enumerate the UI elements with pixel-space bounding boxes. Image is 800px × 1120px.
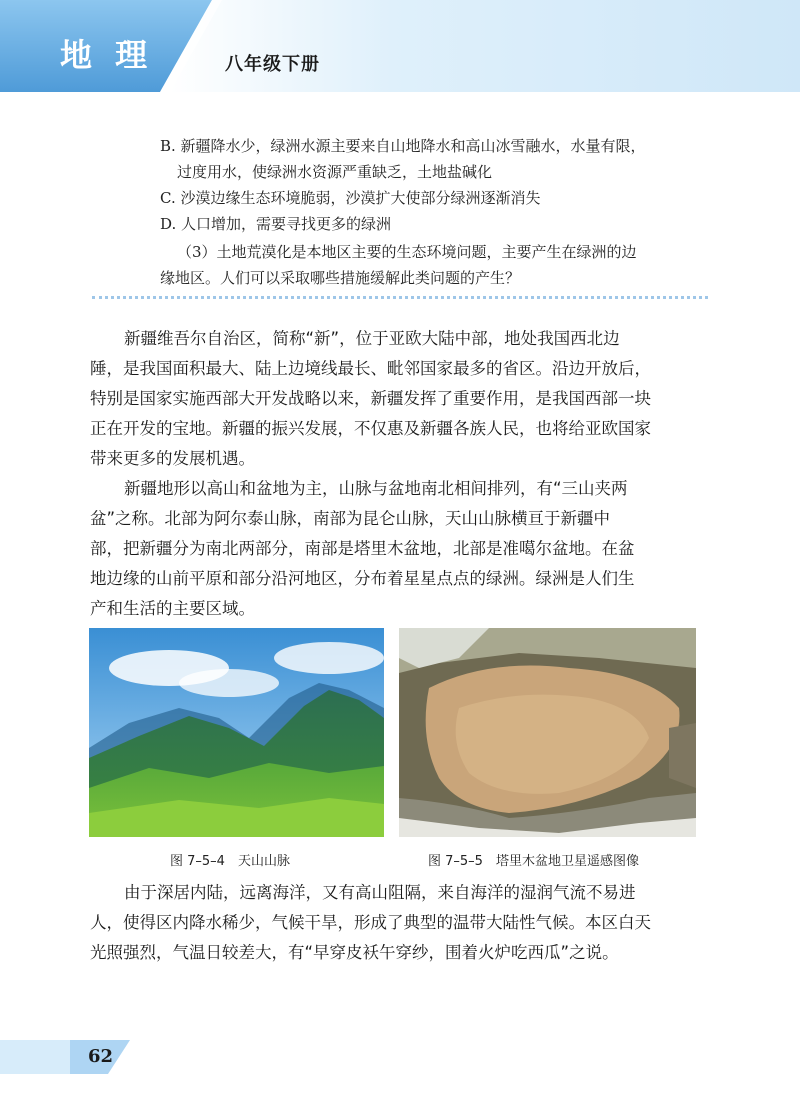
exercise-question-3: （3）土地荒漠化是本地区主要的生态环境问题，主要产生在绿洲的边: [177, 243, 637, 261]
paragraph-line: 由于深居内陆，远离海洋，又有高山阻隔，来自海洋的湿润气流不易进: [124, 883, 636, 902]
subject-title: 地 理: [60, 36, 154, 74]
paragraph-line: 正在开发的宝地。新疆的振兴发展，不仅惠及新疆各族人民，也将给亚欧国家: [90, 419, 651, 438]
paragraph-line: 地边缘的山前平原和部分沿河地区，分布着星星点点的绿洲。绿洲是人们生: [90, 569, 635, 588]
page-number: 62: [88, 1046, 114, 1067]
exercise-option-c: C. 沙漠边缘生态环境脆弱，沙漠扩大使部分绿洲逐渐消失: [160, 189, 541, 207]
paragraph-line: 特别是国家实施西部大开发战略以来，新疆发挥了重要作用，是我国西部一块: [90, 389, 651, 408]
paragraph-line: 盆”之称。北部为阿尔泰山脉，南部为昆仑山脉，天山山脉横亘于新疆中: [90, 509, 611, 528]
grade-title: 八年级下册: [225, 54, 320, 75]
paragraph-line: 新疆维吾尔自治区，简称“新”，位于亚欧大陆中部，地处我国西北边: [124, 329, 620, 348]
paragraph-line: 新疆地形以高山和盆地为主，山脉与盆地南北相间排列，有“三山夹两: [124, 479, 628, 498]
exercise-question-3-cont: 缘地区。人们可以采取哪些措施缓解此类问题的产生？: [160, 269, 521, 287]
paragraph-line: 陲，是我国面积最大、陆上边境线最长、毗邻国家最多的省区。沿边开放后，: [90, 359, 651, 378]
paragraph-line: 带来更多的发展机遇。: [90, 449, 255, 468]
footer-band: [0, 1040, 800, 1080]
section-divider: [92, 296, 708, 299]
paragraph-line: 部，把新疆分为南北两部分，南部是塔里木盆地，北部是准噶尔盆地。在盆: [90, 539, 635, 558]
exercise-option-b: B. 新疆降水少，绿洲水源主要来自山地降水和高山冰雪融水，水量有限，: [160, 137, 646, 155]
figure-caption-tarim: 图 7–5–5 塔里木盆地卫星遥感图像: [428, 854, 639, 869]
figure-caption-tianshan: 图 7–5–4 天山山脉: [170, 854, 290, 869]
tianshan-mountains-photo: [89, 628, 384, 837]
paragraph-line: 光照强烈，气温日较差大，有“早穿皮袄午穿纱，围着火炉吃西瓜”之说。: [90, 943, 619, 962]
paragraph-line: 人，使得区内降水稀少，气候干旱，形成了典型的温带大陆性气候。本区白天: [90, 913, 651, 932]
page-header: [0, 0, 800, 92]
exercise-option-d: D. 人口增加，需要寻找更多的绿洲: [160, 215, 392, 233]
exercise-option-b-cont: 过度用水，使绿洲水资源严重缺乏，土地盐碱化: [177, 163, 493, 181]
tarim-basin-satellite-image: [399, 628, 696, 837]
paragraph-line: 产和生活的主要区域。: [90, 599, 255, 618]
page-footer: [0, 1040, 800, 1080]
